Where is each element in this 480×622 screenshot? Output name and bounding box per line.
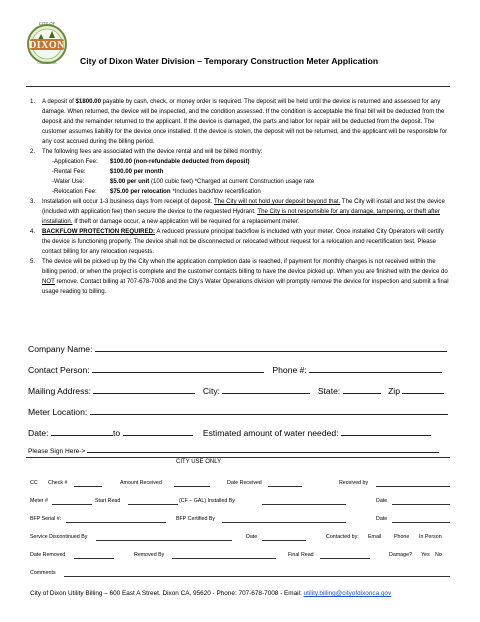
phone-field[interactable] [309,364,442,373]
date-removed-field[interactable] [74,558,114,559]
signature-row [28,446,439,455]
terms-item-3 [30,197,450,227]
city-use-divider [26,457,450,458]
text-run: The City will not hold your deposit beyond that. [213,198,341,205]
fee-row-water-use [30,177,450,187]
zip-label: Zip [388,386,401,396]
fee-label: -Rental Fee: [52,168,86,175]
text-run: The City is not responsible for any damage, tampering, or theft after installation. [42,208,440,225]
bfp-date-field[interactable] [392,522,450,523]
date-to-field[interactable] [123,427,193,436]
city-use-row-bfp [28,516,452,526]
date-label: Date: [28,428,49,438]
contacted-by-label: Contacted by: [326,534,359,540]
fee-row-relocation [30,187,450,197]
item-text [42,198,445,225]
to-label: to [112,428,121,438]
fee-note: (100 cubic feet) *Charged at current Construction usage rate [149,178,315,185]
svg-text:DIXON: DIXON [29,40,65,51]
terms-item-1 [30,97,450,147]
item-number: 5. [30,258,36,265]
contact-label: Contact Person: [28,365,90,375]
date-from-field[interactable] [51,427,113,436]
final-read-label: Final Read [288,552,314,558]
received-by-field[interactable] [376,486,450,487]
start-read-field[interactable] [128,504,178,505]
item-number: 1. [30,98,36,105]
city-use-row-discontinued [28,534,452,544]
terms-item-2 [30,147,450,157]
meter-number-field[interactable] [52,504,92,505]
mailing-address-field[interactable] [93,385,195,394]
text-run: $1800.00 [75,98,101,105]
meter-location-field[interactable] [90,406,448,415]
fee-value: $75.00 per relocation [110,188,171,195]
terms-item-5 [30,257,450,297]
estimated-water-field[interactable] [341,427,431,436]
damage-no-option[interactable]: No [435,552,442,558]
fee-value: $100.00 per month [110,168,164,175]
city-use-row-meter [28,498,452,508]
meter-location-row [28,406,448,417]
contact-row [28,364,442,375]
installed-by-field[interactable] [262,504,346,505]
meter-number-label: Meter # [30,498,48,504]
comments-label: Comments [30,570,56,576]
text-run: The device will be picked up by the City when the application completion date is reached, if payment for monthly charges is not received within the billing period, or when the project is complete and the customer contacts billing to have the device picked up. When you are finished with the device do [42,258,448,275]
page-title: City of Dixon Water Division – Temporary Construction Meter Application [80,56,379,66]
text-run: NOT [42,278,55,285]
fee-value: $100.00 (non-refundable deducted from deposit) [110,158,250,165]
footer-text: City of Dixon Utility Billing – 600 East A Street. Dixon CA, 95620 - Phone: 707-678-7008 - Email: [30,590,304,597]
mailing-address-label: Mailing Address: [28,386,92,396]
meter-location-label: Meter Location: [28,407,88,417]
item-number: 3. [30,198,36,205]
terms-item-4 [30,227,450,257]
city-use-row-removed [28,552,452,562]
sign-label: Please Sign Here-> [28,448,86,455]
discontinued-date-field[interactable] [262,540,306,541]
signature-field[interactable] [87,446,439,453]
received-by-label: Received by [339,480,369,486]
removed-by-label: Removed By [134,552,165,558]
bfp-serial-label: BFP Serial #: [30,516,62,522]
fee-value: $5.00 per unit [110,178,150,185]
fee-label: -Relocation Fee: [52,188,97,195]
phone-label: Phone #: [272,365,307,375]
contact-field[interactable] [92,364,264,373]
contact-email-option[interactable]: Email [368,534,382,540]
item-text [42,258,449,295]
check-field[interactable] [74,486,102,487]
item-number: 4. [30,228,36,235]
item-number: 2. [30,148,36,155]
company-label: Company Name: [28,344,93,354]
comments-field[interactable] [64,576,450,577]
city-use-row-comments [28,570,452,580]
text-run: A reduced pressure principal backflow is included with your meter. Once installed City Operators will certify the device is functioning properly. The device shall not be disconnected or relocated without request for a relocation and recertification test. Please contact billing for any relocation requests. [42,228,444,255]
install-date-field[interactable] [392,504,450,505]
text-run: Installation will occur 1-3 business days from receipt of deposit. [42,198,214,205]
item-text [42,148,263,155]
fee-label: -Water Use: [52,178,85,185]
install-date-label: Date [376,498,388,504]
bfp-date-label: Date [376,516,388,522]
removed-by-field[interactable] [172,558,276,559]
state-field[interactable] [343,385,381,394]
check-label: Check # [48,480,68,486]
contact-phone-option[interactable]: Phone [394,534,410,540]
header-divider [26,86,450,87]
company-row [28,343,447,354]
zip-field[interactable] [402,385,444,394]
date-removed-label: Date Removed [30,552,66,558]
service-discontinued-label: Service Discontinued By [30,534,88,540]
final-read-field[interactable] [320,558,370,559]
city-label: City: [202,386,221,396]
bfp-certified-label: BFP Certified By [176,516,216,522]
damage-label: Damage? [389,552,412,558]
fee-label: -Application Fee: [52,158,98,165]
service-discontinued-field[interactable] [96,540,232,541]
svg-text:CITY OF: CITY OF [38,21,56,26]
estimated-water-label: Estimated amount of water needed: [202,428,339,438]
cc-label: CC [30,480,38,486]
text-run: payable by cash, check, or money order is required. The deposit will be held until the device is returned and assessed for any damage. When returned, the device will be inspected, and the condition assessed. If the condition is acceptable the final bill will be deducted from the deposit and the remainder returned to the applicant. If the device is damaged, the parts and labor for repair will be deducted from the deposit. The customer assumes liability for the device once installed. If the device is stolen, the deposit will not be returned, and the applicant will be responsible for any cost accrued during the billing period. [42,98,448,145]
amount-received-field[interactable] [174,486,210,487]
bfp-serial-field[interactable] [66,522,166,523]
fee-row-application [30,157,450,167]
text-run: The City will install and test the device (included with application fee) then secure the device to the requested Hydrant. [42,198,445,215]
item-text [42,228,444,255]
fee-row-rental [30,167,450,177]
discontinued-date-label: Date [246,534,258,540]
bfp-certified-field[interactable] [222,522,346,523]
date-received-label: Date Received [227,480,262,486]
address-row [28,385,444,396]
state-label: State: [317,386,341,396]
text-run: If theft or damage occur, a new application will be required for a replacement meter. [72,218,300,225]
damage-yes-option[interactable]: Yes [421,552,430,558]
text-run: remove. Contact billing at 707-678-7008 and the City's Water Operations division will promptly remove the device for inspection and submit a final usage reading to billing. [42,278,449,295]
item-text [42,98,447,145]
date-received-field[interactable] [268,486,302,487]
company-field[interactable] [95,343,447,352]
city-field[interactable] [222,385,310,394]
text-run: BACKFLOW PROTECTION REQUIRED: [42,228,156,235]
city-use-title: CITY USE ONLY [176,459,222,465]
page-footer [30,590,391,597]
city-use-row-payment [28,480,452,490]
fee-note: *Includes backflow recertification [170,188,261,195]
terms-list [30,97,450,297]
text-run: The following fees are associated with the device rental and will be billed monthly: [42,148,263,155]
contact-in-person-option[interactable]: In Person [419,534,442,540]
date-row [28,427,431,438]
installed-by-label: (CF – GAL) Installed By [179,498,235,504]
start-read-label: Start Read [95,498,121,504]
city-of-dixon-logo [26,16,68,68]
text-run: A deposit of [42,98,76,105]
svg-text:CALIFORNIA: CALIFORNIA [37,61,57,65]
amount-received-label: Amount Received [120,480,162,486]
billing-email-link[interactable]: utility.billing@cityofdixonca.gov [303,590,392,597]
